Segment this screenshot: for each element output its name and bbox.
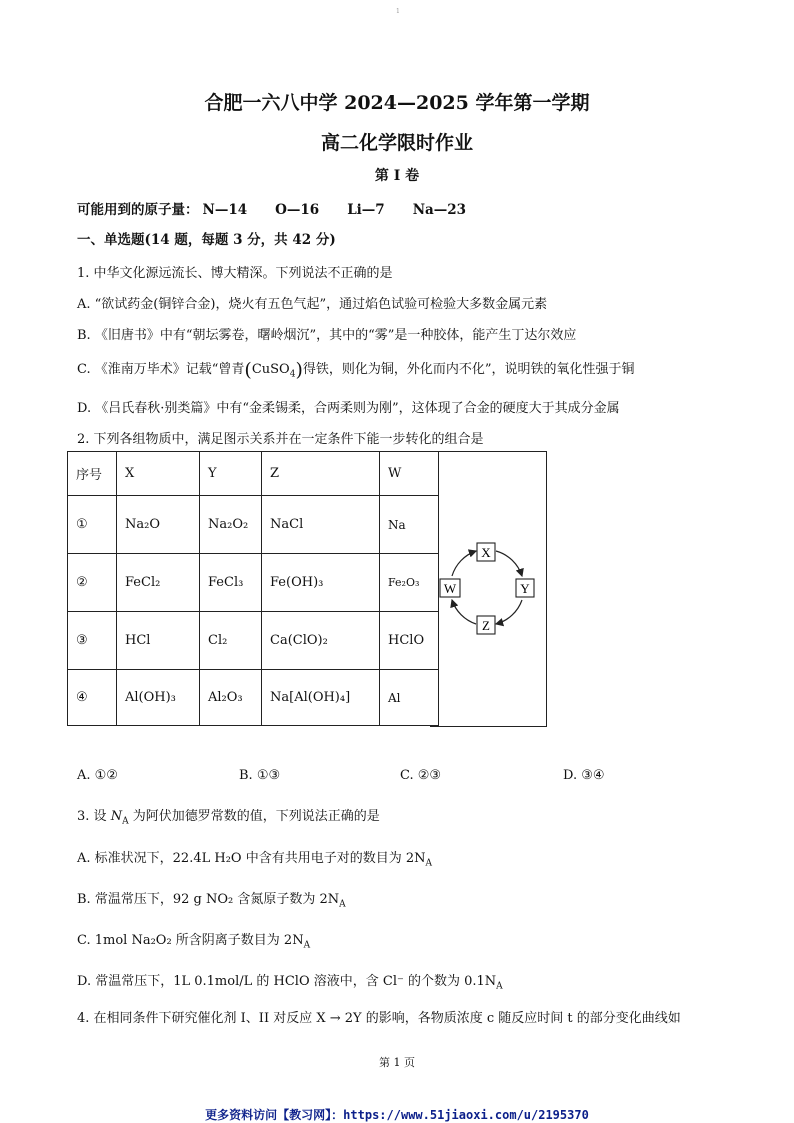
cell-z: Fe(OH)₃ xyxy=(262,554,380,612)
cell-y: FeCl₃ xyxy=(200,554,262,612)
cell-z: Na[Al(OH)₄] xyxy=(262,670,380,726)
row-num: ① xyxy=(68,496,117,554)
atomic-mass-n: N—14 xyxy=(202,202,248,218)
atomic-masses xyxy=(77,198,494,218)
cycle-diagram xyxy=(430,452,546,726)
q1-option-b: B. 《旧唐书》中有“朝坛雾卷，曙岭烟沉”，其中的“雾”是一种胶体，能产生丁达尔效应 xyxy=(77,328,577,343)
q1-option-d: D. 《吕氏春秋·别类篇》中有“金柔锡柔，合两柔则为刚”，这体现了合金的硬度大于其成分金属 xyxy=(77,401,620,416)
q1-option-a: A. “欲试药金(铜锌合金)，烧火有五色气起”，通过焰色试验可检验大多数金属元素 xyxy=(77,297,548,312)
q3-option-a xyxy=(77,847,432,869)
q2-option-c: C. ②③ xyxy=(400,768,442,783)
arrow-z-to-w xyxy=(452,600,476,624)
atomic-mass-li: Li—7 xyxy=(347,202,385,218)
page-tick-mark: 1 xyxy=(396,8,400,15)
atomic-mass-o: O—16 xyxy=(275,202,320,218)
cell-w: Na xyxy=(380,496,439,554)
q3-option-d-text: D. 常温常压下，1L 0.1mol/L 的 HClO 溶液中，含 Cl⁻ 的个数为 0.1N xyxy=(77,974,497,989)
q1-option-c-formula: CuSO xyxy=(251,362,290,377)
q1-option-c-sub: 4 xyxy=(289,369,296,380)
section-heading: 一、单选题(14 题，每题 3 分，共 42 分) xyxy=(77,232,336,248)
q2-header-w: W xyxy=(380,452,439,496)
q3-stem xyxy=(77,805,380,827)
cell-x: FeCl₂ xyxy=(117,554,200,612)
q3-stem-na: N xyxy=(110,809,123,824)
node-y xyxy=(516,579,534,597)
row-num: ② xyxy=(68,554,117,612)
q3-stem-post: 为阿伏加德罗常数的值，下列说法正确的是 xyxy=(132,809,380,824)
q3-option-c-sub: A xyxy=(303,940,311,951)
node-w xyxy=(440,579,460,597)
cell-y: Al₂O₃ xyxy=(200,670,262,726)
exam-subtitle: 高二化学限时作业 xyxy=(320,132,473,154)
q3-option-c-text: C. 1mol Na₂O₂ 所含阴离子数目为 2N xyxy=(77,933,304,948)
cell-y: Na₂O₂ xyxy=(200,496,262,554)
q2-option-b: B. ①③ xyxy=(239,768,281,783)
table-row xyxy=(68,670,439,726)
q2-header-num: 序号 xyxy=(68,452,117,496)
volume-label: 第 I 卷 xyxy=(374,168,420,184)
table-row xyxy=(68,612,439,670)
page-number: 第 1 页 xyxy=(379,1056,415,1069)
node-x-label: X xyxy=(481,545,491,560)
cell-y: Cl₂ xyxy=(200,612,262,670)
q2-option-a: A. ①② xyxy=(77,768,118,783)
cell-w: HClO xyxy=(380,612,439,670)
q4-stem: 4. 在相同条件下研究催化剂 I、II 对反应 X → 2Y 的影响，各物质浓度 c 随反应时间 t 的部分变化曲线如 xyxy=(77,1011,681,1026)
cell-w: Al xyxy=(380,670,439,726)
arrow-x-to-y xyxy=(496,551,522,576)
q3-stem-pre: 3. 设 xyxy=(77,809,107,824)
q2-table xyxy=(67,451,439,726)
q3-option-c xyxy=(77,929,310,951)
atomic-masses-label: 可能用到的原子量： xyxy=(77,202,199,218)
q2-stem: 2. 下列各组物质中，满足图示关系并在一定条件下能一步转化的组合是 xyxy=(77,432,484,447)
q1-option-c: C. 《淮南万毕术》记载“曾青(CuSO$_4$)得铁，则化为铜，外化而内不化”，说明铁的氧化性强于铜 xyxy=(77,359,635,381)
table-row xyxy=(68,496,439,554)
q1-option-c-post: 得铁，则化为铜，外化而内不化”，说明铁的氧化性强于铜 xyxy=(302,362,635,377)
q2-header-z: Z xyxy=(262,452,380,496)
node-w-label: W xyxy=(443,581,457,596)
cell-x: HCl xyxy=(117,612,200,670)
q3-option-b xyxy=(77,888,346,910)
resource-link[interactable]: 更多资料访问【教习网】：https://www.51jiaoxi.com/u/2195370 xyxy=(205,1108,589,1122)
q1-option-c-pre: C. 《淮南万毕术》记载“曾青 xyxy=(77,362,245,377)
cell-x: Na₂O xyxy=(117,496,200,554)
atomic-mass-na: Na—23 xyxy=(412,202,467,218)
q2-header-y: Y xyxy=(200,452,262,496)
q3-option-b-sub: A xyxy=(339,899,346,910)
exam-title: 合肥一六八中学 2024—2025 学年第一学期 xyxy=(204,92,590,114)
cell-w: Fe₂O₃ xyxy=(380,554,439,612)
arrow-y-to-z xyxy=(496,600,522,624)
q3-option-b-text: B. 常温常压下，92 g NO₂ 含氮原子数为 2N xyxy=(77,892,340,907)
cell-z: Ca(ClO)₂ xyxy=(262,612,380,670)
q3-option-d-sub: A xyxy=(496,981,503,992)
node-z xyxy=(477,616,495,634)
arrow-w-to-x xyxy=(452,551,476,576)
q2-diagram-cell xyxy=(430,451,547,727)
row-num: ④ xyxy=(68,670,117,726)
cell-x: Al(OH)₃ xyxy=(117,670,200,726)
q3-option-a-text: A. 标准状况下，22.4L H₂O 中含有共用电子对的数目为 2N xyxy=(77,851,426,866)
q1-stem: 1. 中华文化源远流长、博大精深。下列说法不正确的是 xyxy=(77,266,393,281)
node-y-label: Y xyxy=(520,581,530,596)
table-row xyxy=(68,554,439,612)
q2-option-d: D. ③④ xyxy=(563,768,605,783)
node-x xyxy=(477,543,495,561)
q3-option-d xyxy=(77,970,503,992)
q3-option-a-sub: A xyxy=(425,858,432,869)
node-z-label: Z xyxy=(482,618,490,633)
cell-z: NaCl xyxy=(262,496,380,554)
q2-header-x: X xyxy=(117,452,200,496)
row-num: ③ xyxy=(68,612,117,670)
q3-stem-na-sub: A xyxy=(122,816,129,827)
